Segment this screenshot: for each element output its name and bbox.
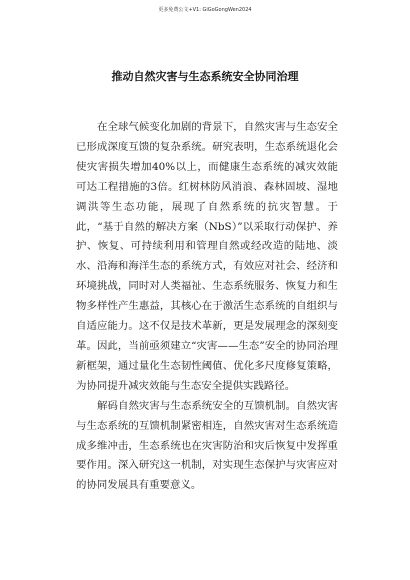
paragraph-2: 解码自然灾害与生态系统安全的互馈机制。自然灾害与生态系统的互馈机制紧密相连，自然灾害对生态系统造成多维冲击，生态系统也在灾害防治和灾后恢复中发挥重要作用。深入研究这一机制，对实现生态保护与灾害应对的协同发展具有重要意义。	[76, 399, 338, 492]
document-body	[76, 118, 338, 496]
document-title: 推动自然灾害与生态系统安全协同治理	[111, 70, 299, 83]
paragraph-1: 在全球气候变化加剧的背景下，自然灾害与生态安全已形成深度互馈的复杂系统。研究表明，生态系统退化会使灾害损失增加40%以上，而健康生态系统的减灾效能可达工程措施的3倍。红树林防风消浪、森林固坡、湿地调洪等生态功能，展现了自然系统的抗灾智慧。于此，“基于自然的解决方案（NbS）”以采取行动保护、养护、恢复、可持续利用和管理自然或经改造的陆地、淡水、沿海和海洋生态的系统方式，有效应对社会、经济和环境挑战，同时对人类福祉、生态系统服务、恢复力和生物多样性产生惠益，其核心在于激活生态系统的自组织与自适应能力。这不仅是技术革新，更是发展理念的深刻变革。因此，当前亟须建立“灾害——生态”安全的协同治理新框架，通过量化生态韧性阈值、优化多尺度修复策略，为协同提升减灾效能与生态安全提供实践路径。	[76, 121, 338, 392]
header-note: 更多免费公文+V1: GiGoGongWen2024	[158, 7, 252, 13]
